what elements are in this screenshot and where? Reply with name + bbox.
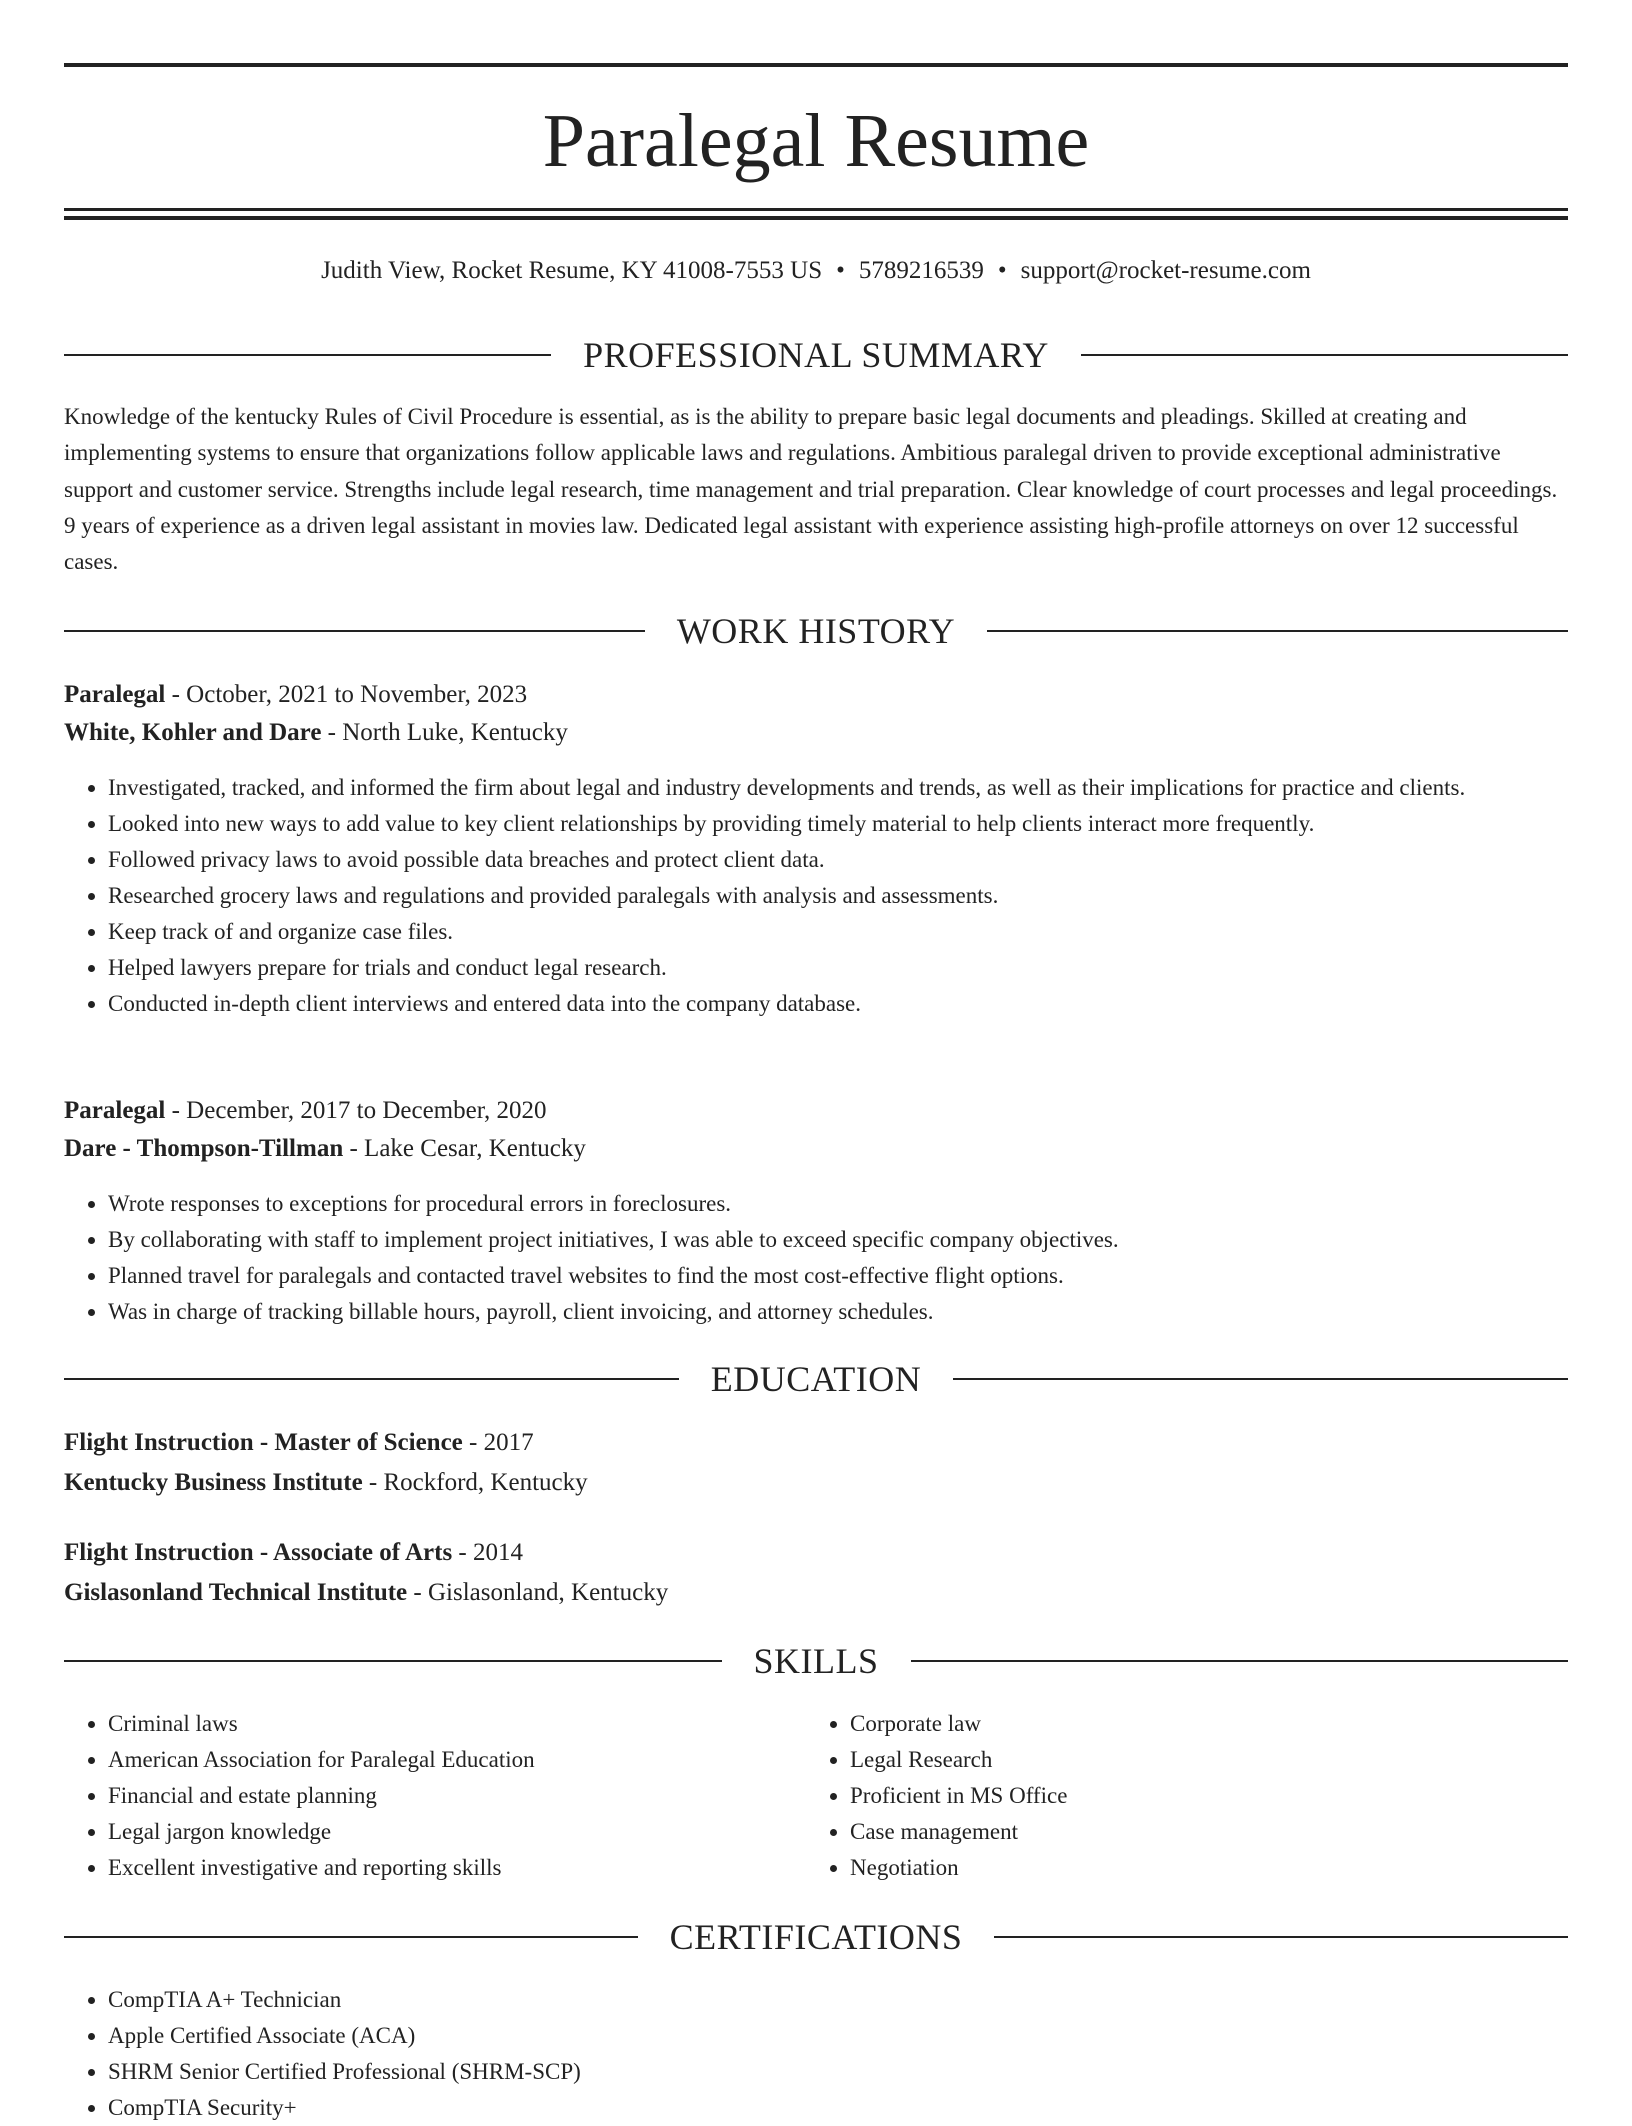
job-company-line <box>64 1130 1568 1168</box>
list-item: • SHRM Senior Certified Professional (SHRM-SCP) <box>108 2054 1612 2090</box>
top-rule <box>64 63 1568 67</box>
education-degree: Flight Instruction - Associate of Arts <box>64 1539 453 1566</box>
section-header-skills <box>64 1638 1568 1684</box>
job-location: - North Luke, Kentucky <box>321 719 568 746</box>
section-header-education <box>64 1356 1568 1402</box>
section-header-work-history <box>64 608 1568 654</box>
section-title: WORK HISTORY <box>676 611 956 651</box>
list-item: • Legal jargon knowledge <box>108 1814 808 1850</box>
job-title: Paralegal <box>64 1097 166 1124</box>
summary-paragraph: Knowledge of the kentucky Rules of Civil Procedure is essential, as is the ability to prepare basic legal documents and pleadings. Skilled at creating and implementing systems to ensure that organizations follow applicable laws and regulations. Ambitious paralegal driven to provide exceptional administrative support and customer service. Strengths include legal research, time management and trial preparation. Clear knowledge of court processes and legal proceedings. 9 years of experience as a driven legal assistant in movies law. Dedicated legal assistant with experience assisting high-profile attorneys on over 12 successful cases. <box>64 404 1558 575</box>
section-rule-left <box>64 1660 722 1662</box>
list-item: • Financial and estate planning <box>108 1778 808 1814</box>
list-item: • Criminal laws <box>108 1706 808 1742</box>
job-location: - Lake Cesar, Kentucky <box>343 1135 586 1162</box>
list-item: • Negotiation <box>850 1850 1550 1886</box>
education-degree-line <box>64 1534 1568 1572</box>
education-school-line <box>64 1464 1568 1502</box>
list-item: • CompTIA A+ Technician <box>108 1982 1612 2018</box>
job-dates: - December, 2017 to December, 2020 <box>165 1097 547 1124</box>
list-item: • Wrote responses to exceptions for procedural errors in foreclosures. <box>108 1186 1612 1222</box>
education-degree: Flight Instruction - Master of Science <box>64 1429 463 1456</box>
list-item: • Was in charge of tracking billable hours, payroll, client invoicing, and attorney schedules. <box>108 1294 1612 1330</box>
section-rule-left <box>64 1378 679 1380</box>
list-item: • Investigated, tracked, and informed the firm about legal and industry developments and trends, as well as their implications for practice and clients. <box>108 770 1612 806</box>
education-year: - 2014 <box>452 1539 523 1566</box>
job-company-line <box>64 714 1568 752</box>
list-item: • Case management <box>850 1814 1550 1850</box>
list-item: • By collaborating with staff to implement project initiatives, I was able to exceed specific company objectives. <box>108 1222 1612 1258</box>
list-item: • Looked into new ways to add value to key client relationships by providing timely material to help clients interact more frequently. <box>108 806 1612 842</box>
education-location: - Gislasonland, Kentucky <box>407 1579 669 1606</box>
job-company: White, Kohler and Dare <box>64 719 322 746</box>
section-header-certifications <box>64 1914 1568 1960</box>
resume-title: Paralegal Resume <box>542 99 1090 183</box>
list-item: • Legal Research <box>850 1742 1550 1778</box>
education-degree-line <box>64 1424 1568 1462</box>
list-item: • Helped lawyers prepare for trials and conduct legal research. <box>108 950 1612 986</box>
skills-list-right <box>806 1706 1550 1886</box>
contact-separator: • <box>997 257 1007 284</box>
section-rule-left <box>64 1936 638 1938</box>
job-title: Paralegal <box>64 681 166 708</box>
section-rule-right <box>994 1936 1568 1938</box>
contact-email[interactable]: support@rocket-resume.com <box>1020 257 1311 284</box>
double-rule <box>64 208 1568 220</box>
section-title: SKILLS <box>753 1641 879 1681</box>
section-title: PROFESSIONAL SUMMARY <box>583 335 1049 375</box>
contact-address: Judith View, Rocket Resume, KY 41008-7553 US <box>321 257 823 284</box>
list-item: • Planned travel for paralegals and contacted travel websites to find the most cost-effective flight options. <box>108 1258 1612 1294</box>
list-item: • Researched grocery laws and regulations and provided paralegals with analysis and assessments. <box>108 878 1612 914</box>
section-rule-left <box>64 630 645 632</box>
list-item: • Excellent investigative and reporting skills <box>108 1850 808 1886</box>
list-item: • Keep track of and organize case files. <box>108 914 1612 950</box>
list-item: • American Association for Paralegal Education <box>108 1742 808 1778</box>
job-dates: - October, 2021 to November, 2023 <box>165 681 528 708</box>
list-item: • Conducted in-depth client interviews and entered data into the company database. <box>108 986 1612 1022</box>
education-location: - Rockford, Kentucky <box>362 1469 588 1496</box>
list-item: • Followed privacy laws to avoid possible data breaches and protect client data. <box>108 842 1612 878</box>
contact-separator: • <box>836 257 845 284</box>
list-item: • Proficient in MS Office <box>850 1778 1550 1814</box>
list-item: • CompTIA Security+ <box>108 2090 1612 2126</box>
section-rule-right <box>1081 354 1568 356</box>
education-school: Gislasonland Technical Institute <box>64 1579 408 1606</box>
job-company: Dare - Thompson-Tillman <box>64 1135 344 1162</box>
list-item: • Apple Certified Associate (ACA) <box>108 2018 1612 2054</box>
list-item: • Corporate law <box>850 1706 1550 1742</box>
contact-phone[interactable]: 5789216539 <box>858 257 984 284</box>
job-bullets <box>64 1186 1612 1330</box>
section-title: CERTIFICATIONS <box>669 1917 963 1957</box>
section-title: EDUCATION <box>710 1359 922 1399</box>
section-rule-right <box>987 630 1568 632</box>
education-school-line <box>64 1574 1568 1612</box>
section-rule-right <box>911 1660 1569 1662</box>
job-title-line <box>64 676 1568 714</box>
section-rule-left <box>64 354 551 356</box>
job-title-line <box>64 1092 1568 1130</box>
education-year: - 2017 <box>462 1429 534 1456</box>
education-school: Kentucky Business Institute <box>64 1469 363 1496</box>
contact-line <box>64 252 1568 290</box>
section-rule-right <box>953 1378 1568 1380</box>
certifications-list <box>64 1982 1612 2126</box>
section-header-summary <box>64 332 1568 378</box>
skills-list-left <box>64 1706 808 1886</box>
job-bullets <box>64 770 1612 1022</box>
